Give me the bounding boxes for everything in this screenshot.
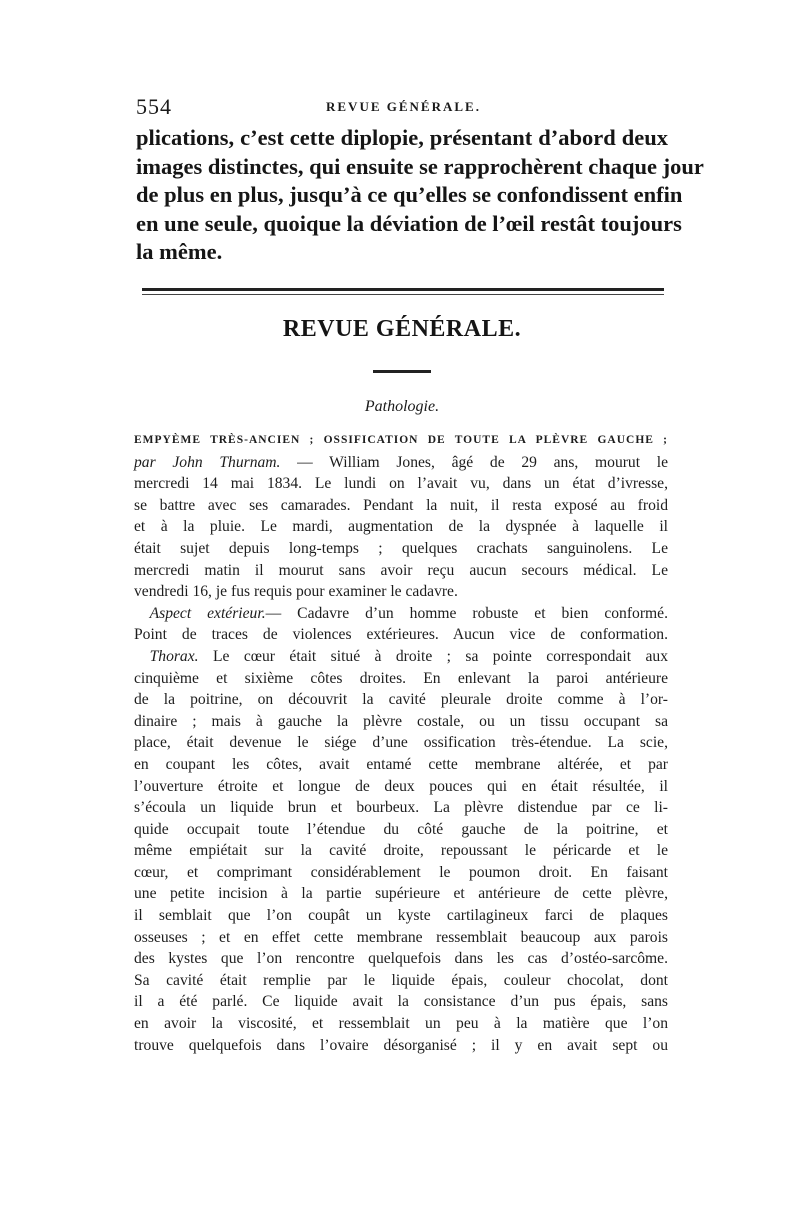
article-line: de la poitrine, on découvrit la cavité pleurale droite comme à l’or- <box>134 691 668 709</box>
article-line: Point de traces de violences extérieures. Aucun vice de conformation. <box>134 626 668 644</box>
title-underline <box>373 370 431 373</box>
article-author: par John Thurnam. <box>134 453 281 471</box>
article-line: en coupant les côtes, avait entamé cette membrane altérée, et par <box>134 755 668 773</box>
article-line-text: — William Jones, âgé de 29 ans, mourut le <box>280 453 669 471</box>
article-line: se battre avec ses camarades. Pendant la nuit, il resta exposé au froid <box>134 496 668 514</box>
article-line: mercredi 14 mai 1834. Le lundi on l’avait vu, dans un état d’ivresse, <box>134 475 668 493</box>
article-line: même empiétait sur la cavité droite, repoussant le péricarde et le <box>134 842 668 860</box>
running-title: REVUE GÉNÉRALE. <box>326 99 481 114</box>
lead-line: images distinctes, qui ensuite se rapprochèrent chaque jour <box>136 153 704 179</box>
lead-line: la même. <box>136 239 223 264</box>
running-head <box>136 94 668 120</box>
section-title: REVUE GÉNÉRALE. <box>282 316 522 342</box>
lead-paragraph <box>136 124 704 267</box>
subsection-title: Pathologie. <box>364 398 440 415</box>
section-divider-thin <box>142 294 664 295</box>
article-line: vendredi 16, je fus requis pour examiner le cadavre. <box>134 583 458 601</box>
article-line <box>134 452 668 474</box>
article-line: s’écoula un liquide brun et bourbeux. La plèvre distendue par ce li- <box>134 799 668 817</box>
article-line: cœur, et comprimant considérablement le poumon droit. En faisant <box>134 863 668 881</box>
section-divider-thick <box>142 288 664 291</box>
article-body <box>134 430 668 1056</box>
aspect-label: Aspect extérieur. <box>149 604 266 622</box>
article-line: Sa cavité était remplie par le liquide épais, couleur chocolat, dont <box>134 971 668 989</box>
article-line: des kystes que l’on rencontre quelquefois dans les cas d’ostéo-sarcôme. <box>134 950 668 968</box>
lead-line: de plus en plus, jusqu’à ce qu’elles se confondissent enfin <box>136 182 683 207</box>
lead-line: plications, c’est cette diplopie, présentant d’abord deux <box>136 125 668 150</box>
article-line: cinquième et sixième côtes droites. En enlevant la paroi antérieure <box>134 669 668 687</box>
article-line <box>134 603 668 625</box>
article-line-text: — Cadavre d’un homme robuste et bien conformé. <box>265 604 668 622</box>
article-heading: EMPYÈME TRÈS-ANCIEN ; OSSIFICATION DE TOUTE LA PLÈVRE GAUCHE ; <box>134 434 668 446</box>
article-line: et à la pluie. Le mardi, augmentation de la dyspnée à laquelle il <box>134 518 668 536</box>
article-line: était sujet depuis long-temps ; quelques crachats sanguinolens. Le <box>134 539 668 557</box>
article-line: place, était devenue le siége d’une ossification très-étendue. La scie, <box>134 734 668 752</box>
article-line: il semblait que l’on coupât un kyste cartilagineux farci de plaques <box>134 907 668 925</box>
article-line: mercredi matin il mourut sans avoir reçu aucun secours médical. Le <box>134 561 668 579</box>
article-line: trouve quelquefois dans l’ovaire désorganisé ; il y en avait sept ou <box>134 1036 668 1054</box>
thorax-label: Thorax. <box>149 647 199 665</box>
article-line: quide occupait toute l’étendue du côté gauche de la poitrine, et <box>134 820 668 838</box>
lead-line: en une seule, quoique la déviation de l’œil restât toujours <box>136 210 682 236</box>
article-line <box>134 646 668 668</box>
article-line-text: Le cœur était situé à droite ; sa pointe correspondait aux <box>198 647 668 665</box>
article-line: en avoir la viscosité, et ressemblait un peu à la matière que l’on <box>134 1015 668 1033</box>
article-line: une petite incision à la partie supérieure et antérieure de cette plèvre, <box>134 885 668 903</box>
page-number: 554 <box>136 94 172 119</box>
article-line: l’ouverture étroite et longue de deux pouces qui en était résultée, il <box>134 777 668 795</box>
article-line: dinaire ; mais à gauche la plèvre costale, ou un tissu occupant sa <box>134 712 668 730</box>
article-line: il a été parlé. Ce liquide avait la consistance d’un pus épais, sans <box>134 993 668 1011</box>
article-line: osseuses ; et en effet cette membrane ressemblait beaucoup aux parois <box>134 928 668 946</box>
